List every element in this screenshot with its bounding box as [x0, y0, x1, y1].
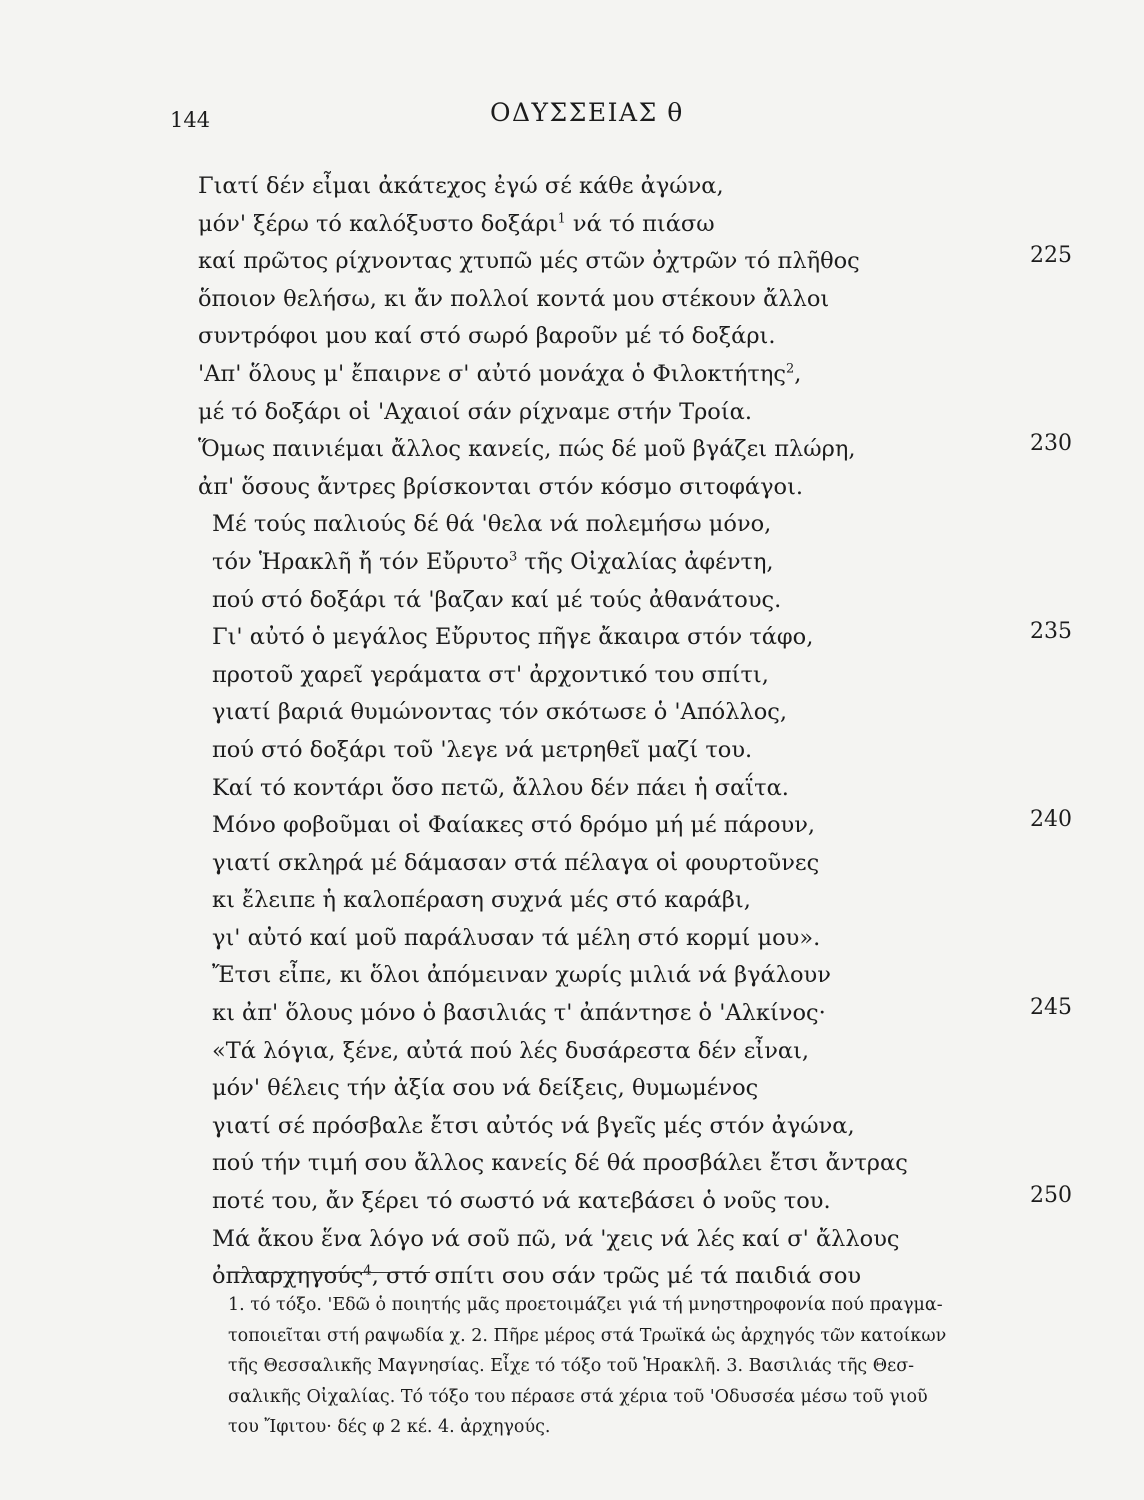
verse-line-text: μέ τό δοξάρι οἱ 'Αχαιοί σάν ρίχναμε στήν Τροία. [198, 398, 753, 425]
verse-line [0, 845, 1144, 883]
verse-line-text: συντρόφοι μου καί στό σωρό βαροῦν μέ τό δοξάρι. [198, 323, 776, 350]
line-number: 250 [1030, 1183, 1072, 1209]
footnote-line: τοποιεῖται στή ραψωδία χ. 2. Πῆρε μέρος στά Τρωϊκά ὡς ἀρχηγός τῶν κατοίκων [228, 1325, 947, 1346]
line-number: 245 [1030, 995, 1072, 1021]
verse-line [0, 1183, 1144, 1221]
verse-line-text: πού τήν τιμή σου ἄλλος κανείς δέ θά προσβάλει ἔτσι ἄντρας [212, 1150, 908, 1177]
verse-line-text: Μόνο φοβοῦμαι οἱ Φαίακες στό δρόμο μή μέ πάρουν, [212, 812, 816, 839]
footnote-line: 1. τό τόξο. 'Εδῶ ὁ ποιητής μᾶς προετοιμάζει γιά τή μνηστηροφονία πού πραγμα- [228, 1295, 943, 1315]
verse-line-text: μόν' θέλεις τήν ἀξία σου νά δείξεις, θυμωμένος [212, 1075, 759, 1102]
verse-line-text: γιατί βαριά θυμώνοντας τόν σκότωσε ὁ 'Απόλλος, [212, 699, 788, 726]
verse-line [0, 995, 1144, 1033]
verse-line-text: γι' αὐτό καί μοῦ παράλυσαν τά μέλη στό κορμί μου». [212, 924, 821, 951]
verse-line-text: κι ἔλειπε ἡ καλοπέραση συχνά μές στό καράβι, [212, 887, 751, 914]
verse-line [0, 318, 1144, 356]
verse-line [0, 1033, 1144, 1071]
verse-line [0, 394, 1144, 432]
verse-line-text: προτοῦ χαρεῖ γεράματα στ' ἀρχοντικό του σπίτι, [212, 661, 769, 688]
verse-line [0, 694, 1144, 732]
line-number: 225 [1030, 243, 1072, 269]
verse-line-text: Ὅμως παινιέμαι ἄλλος κανείς, πώς δέ μοῦ βγάζει πλώρη, [198, 436, 856, 463]
verse-line [0, 1108, 1144, 1146]
verse-line [0, 206, 1144, 244]
footnote-divider [230, 1272, 430, 1273]
verse-line-text: Μέ τούς παλιούς δέ θά 'θελα νά πολεμήσω μόνο, [212, 511, 772, 538]
footnote-marker: 3 [508, 549, 518, 565]
verse-line [0, 469, 1144, 507]
verse-line [0, 506, 1144, 544]
footnote-marker: 1 [557, 211, 566, 227]
verse-line [0, 168, 1144, 206]
verse-line [0, 356, 1144, 394]
verse-line [0, 807, 1144, 845]
line-number: 230 [1030, 431, 1072, 457]
line-number: 235 [1030, 619, 1072, 645]
verse-line-text: μόν' ξέρω τό καλόξυστο δοξάρι$^1$ νά τό πιάσω [198, 210, 715, 237]
verse-line-text: «Τά λόγια, ξένε, αὐτά πού λές δυσάρεστα δέν εἶναι, [212, 1037, 810, 1064]
footnote-line: τῆς Θεσσαλικῆς Μαγνησίας. Εἶχε τό τόξο τοῦ Ἡρακλῆ. 3. Βασιλιάς τῆς Θεσ- [228, 1356, 915, 1376]
verse-line [0, 770, 1144, 808]
verse-line-text: ποτέ του, ἄν ξέρει τό σωστό νά κατεβάσει ὁ νοῦς του. [212, 1188, 831, 1215]
verse-line [0, 657, 1144, 695]
verse-line [0, 544, 1144, 582]
verse-line-text: Γιατί δέν εἶμαι ἀκάτεχος ἐγώ σέ κάθε ἀγώνα, [198, 173, 724, 199]
verse-line-text: πού στό δοξάρι τά 'βαζαν καί μέ τούς ἀθανάτους. [212, 586, 782, 613]
verse-line-text: Ἔτσι εἶπε, κι ὅλοι ἀπόμειναν χωρίς μιλιά νά βγάλουν [212, 962, 831, 989]
verse-line [0, 882, 1144, 920]
verse-line [0, 281, 1144, 319]
verse-line [0, 431, 1144, 469]
verse-line [0, 243, 1144, 281]
footnote-line: σαλικῆς Οἰχαλίας. Τό τόξο του πέρασε στά χέρια τοῦ 'Οδυσσέα μέσω τοῦ γιοῦ [228, 1386, 928, 1407]
verse-line-text: γιατί σέ πρόσβαλε ἔτσι αὐτός νά βγεῖς μές στόν ἀγώνα, [212, 1112, 855, 1139]
verse-line [0, 920, 1144, 958]
footnote-line: του Ἴφιτου· δές φ 2 κέ. 4. ἀρχηγούς. [228, 1417, 551, 1437]
footnotes [228, 1290, 1088, 1443]
verse-line-text: Μά ἄκου ἕνα λόγο νά σοῦ πῶ, νά 'χεις νά λές καί σ' ἄλλους [212, 1225, 900, 1252]
verse-line-text: πού στό δοξάρι τοῦ 'λεγε νά μετρηθεῖ μαζί του. [212, 736, 753, 763]
running-title: ΟΔΥΣΣΕΙΑΣ θ [490, 98, 684, 127]
verse-line-text: τόν Ἡρακλῆ ἤ τόν Εὔρυτο$^3$ τῆς Οἰχαλίας ἀφέντη, [212, 548, 774, 575]
verse-line [0, 619, 1144, 657]
verse-line-text: ἀπ' ὅσους ἄντρες βρίσκονται στόν κόσμο σιτοφάγοι. [198, 473, 804, 500]
verse-line-text: γιατί σκληρά μέ δάμασαν στά πέλαγα οἱ φουρτοῦνες [212, 849, 820, 876]
verse-line-text: Καί τό κοντάρι ὅσο πετῶ, ἄλλου δέν πάει ἡ σαΐτα. [212, 774, 789, 801]
page-number: 144 [170, 108, 211, 132]
verse-line [0, 732, 1144, 770]
footnote-marker: 4 [363, 1263, 372, 1279]
line-number: 240 [1030, 807, 1072, 833]
verse-line-text: ὀπλαρχηγούς$^4$, στό σπίτι σου σάν τρῶς μέ τά παιδιά σου [212, 1263, 862, 1290]
verse-line-text: κι ἀπ' ὅλους μόνο ὁ βασιλιάς τ' ἀπάντησε ὁ 'Αλκίνος· [212, 1000, 826, 1027]
verse-line [0, 1145, 1144, 1183]
verse-line-text: ὅποιον θελήσω, κι ἄν πολλοί κοντά μου στέκουν ἄλλοι [198, 285, 830, 312]
verse-text [0, 168, 1144, 1296]
verse-line-text: 'Απ' ὅλους μ' ἔπαιρνε σ' αὐτό μονάχα ὁ Φιλοκτήτης$^2$, [198, 360, 802, 387]
footnote-marker: 2 [785, 361, 795, 377]
verse-line [0, 1221, 1144, 1259]
verse-line [0, 582, 1144, 620]
verse-line-text: καί πρῶτος ρίχνοντας χτυπῶ μές στῶν ὀχτρῶν τό πλῆθος [198, 248, 860, 275]
verse-line [0, 957, 1144, 995]
verse-line [0, 1070, 1144, 1108]
verse-line-text: Γι' αὐτό ὁ μεγάλος Εὔρυτος πῆγε ἄκαιρα στόν τάφο, [212, 624, 814, 651]
